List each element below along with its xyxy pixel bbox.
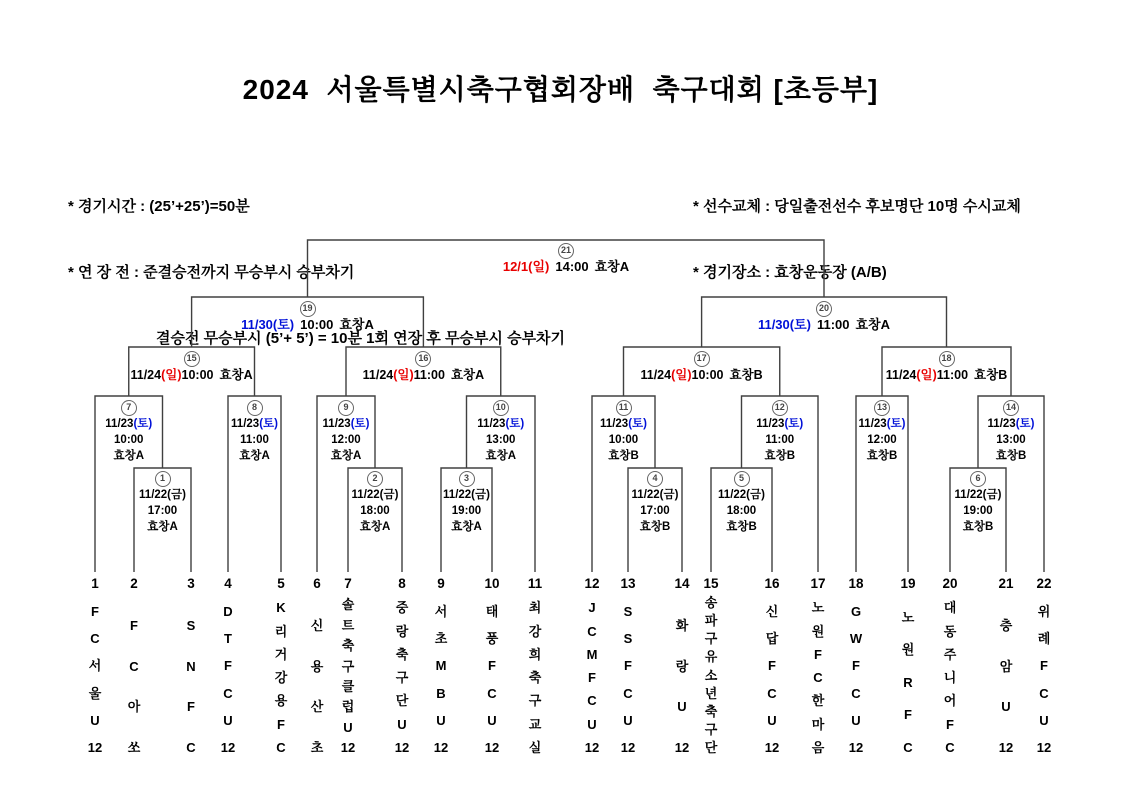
match-venue: 효창A: [147, 520, 178, 533]
team-name-char: 트: [341, 617, 355, 633]
team-number: 22: [1036, 576, 1052, 591]
match-number-badge: 6: [970, 471, 986, 487]
team-number: 14: [674, 576, 690, 591]
team-name-char: F: [224, 658, 232, 674]
match-4: [610, 470, 700, 535]
team-name-char: 파: [704, 613, 718, 629]
match-time: 18:00: [726, 504, 757, 517]
team-19: [889, 576, 927, 754]
team-4: [209, 576, 247, 754]
team-name-char: C: [587, 623, 597, 639]
match-18-quarterfinal: [867, 349, 1027, 383]
match-date: 11/22(금): [631, 488, 679, 501]
team-name-char: U: [487, 712, 497, 728]
team-number: 12: [584, 576, 600, 591]
match-day: (일): [393, 367, 414, 382]
match-number-badge: 3: [459, 471, 475, 487]
team-name-char: C: [623, 685, 633, 701]
team-number: 4: [224, 576, 232, 591]
team-name-char: C: [1039, 685, 1049, 701]
match-venue: 효창B: [995, 449, 1027, 462]
team-number: 17: [810, 576, 826, 591]
match-time: 11:00: [816, 316, 850, 332]
match-time: 13:00: [486, 433, 516, 446]
team-3: [172, 576, 210, 754]
match-venue: 효창A: [330, 449, 362, 462]
team-name-char: U: [90, 712, 100, 728]
match-day: (일): [916, 367, 937, 382]
match-venue: 효창B: [962, 520, 994, 533]
match-venue: 효창B: [764, 449, 796, 462]
match-number-badge: 20: [816, 301, 832, 317]
team-name-char: 초: [434, 631, 448, 647]
team-name-char: 강: [274, 670, 288, 686]
team-name-char: 음: [811, 739, 825, 755]
match-6: [933, 470, 1023, 535]
team-name-char: C: [813, 670, 823, 686]
team-number: 20: [942, 576, 958, 591]
team-name-char: 실: [528, 739, 542, 755]
team-name-char: 아: [127, 699, 141, 715]
team-15: [692, 576, 730, 754]
match-date: 11/23: [231, 417, 260, 430]
team-21: [987, 576, 1025, 754]
match-time: 10:00: [114, 433, 144, 446]
match-date: 11/23: [322, 417, 351, 430]
match-number-badge: 19: [300, 301, 316, 317]
team-number: 13: [620, 576, 636, 591]
match-17-quarterfinal: [622, 349, 782, 383]
team-number: 11: [527, 576, 543, 591]
team-number: 16: [764, 576, 780, 591]
team-name-char: U: [1001, 699, 1011, 715]
team-name-char: 구: [341, 658, 355, 674]
team-name-char: 리: [274, 623, 288, 639]
match-day: (토): [133, 417, 153, 430]
team-name-char: F: [488, 658, 496, 674]
team-number: 10: [484, 576, 500, 591]
team-number: 9: [437, 576, 445, 591]
match-day: (토): [259, 417, 278, 430]
match-venue: 효창B: [729, 367, 763, 382]
team-name-char: F: [624, 658, 632, 674]
team-name-char: C: [945, 739, 955, 755]
team-name-char: C: [903, 739, 913, 755]
team-name-char: C: [587, 693, 597, 709]
team-name-char: 구: [704, 631, 718, 647]
team-name-char: 울: [88, 685, 102, 701]
team-name-char: F: [91, 604, 99, 620]
match-day: (일): [671, 367, 692, 382]
match-date: 11/30(토): [241, 316, 295, 332]
match-venue: 효창A: [339, 316, 374, 332]
team-name-char: U: [623, 712, 633, 728]
team-name-char: 축: [704, 703, 718, 719]
team-name-char: 례: [1037, 631, 1051, 647]
team-name-char: 12: [433, 739, 449, 755]
team-name-char: 위: [1037, 604, 1051, 620]
match-time: 11:00: [765, 433, 795, 446]
team-name-char: C: [129, 658, 139, 674]
team-name-char: 유: [704, 649, 718, 665]
match-time: 12:00: [867, 433, 897, 446]
team-name-char: 솔: [341, 597, 355, 613]
match-date: 11/24: [362, 367, 394, 382]
match-venue: 효창B: [974, 367, 1008, 382]
match-time: 14:00: [555, 258, 589, 274]
match-21-final: [456, 241, 676, 275]
team-name-char: 용: [310, 658, 324, 674]
team-name-char: C: [851, 685, 861, 701]
note-venue: * 경기장소 : 효창운동장 (A/B): [693, 264, 887, 281]
team-number: 7: [344, 576, 352, 591]
match-venue: 효창A: [855, 316, 891, 332]
team-name-char: 용: [274, 693, 288, 709]
team-number: 21: [998, 576, 1014, 591]
team-name-char: 서: [88, 658, 102, 674]
match-day: (토): [886, 417, 906, 430]
note-final-extra-time: 결승전 무승부시 (5’+ 5’) = 10분 1회 연장 후 무승부시 승부차기: [156, 330, 566, 347]
team-1: [76, 576, 114, 754]
team-name-char: 12: [340, 740, 356, 755]
match-date: 11/23: [756, 417, 785, 430]
team-number: 15: [703, 576, 719, 591]
match-number-badge: 12: [772, 400, 788, 416]
match-date: 11/24: [640, 367, 672, 382]
match-1: [118, 470, 208, 535]
match-number-badge: 17: [694, 351, 710, 367]
team-name-char: 최: [528, 600, 542, 616]
team-name-char: 태: [485, 604, 499, 620]
match-19-semifinal: [198, 299, 418, 333]
note-substitution: * 선수교체 : 당일출전선수 후보명단 10명 수시교체: [693, 198, 1021, 215]
match-venue: 효창B: [639, 520, 671, 533]
team-name-char: 교: [528, 716, 542, 732]
team-name-char: C: [767, 685, 777, 701]
team-name-char: 초: [310, 740, 324, 755]
team-name-char: F: [588, 670, 596, 686]
match-number-badge: 16: [415, 351, 431, 367]
team-name-char: 축: [395, 646, 409, 662]
team-name-char: 소: [704, 667, 718, 683]
match-number-badge: 9: [338, 400, 354, 416]
match-7: [84, 399, 174, 464]
match-time: 18:00: [360, 504, 390, 517]
team-name-char: 쏘: [127, 740, 141, 755]
match-3: [422, 470, 512, 535]
team-name-char: 희: [528, 646, 542, 662]
match-venue: 효창A: [450, 367, 485, 382]
team-number: 2: [130, 576, 138, 591]
team-name-char: M: [586, 646, 598, 662]
team-13: [609, 576, 647, 754]
team-name-char: D: [223, 604, 233, 620]
team-name-char: S: [623, 604, 633, 620]
match-2: [330, 470, 420, 535]
match-12: [735, 399, 825, 464]
match-time: 17:00: [147, 504, 178, 517]
team-name-char: 년: [704, 685, 718, 701]
team-name-char: 12: [620, 739, 636, 755]
team-name-char: N: [186, 658, 196, 674]
team-10: [473, 576, 511, 754]
team-name-char: G: [850, 604, 862, 620]
team-name-char: T: [224, 631, 232, 647]
match-10: [456, 399, 546, 464]
team-name-char: M: [435, 658, 447, 674]
team-name-char: 단: [704, 739, 718, 755]
note-extra-time: * 연 장 전 : 준결승전까지 무승부시 승부차기: [68, 264, 355, 281]
team-name-char: R: [903, 674, 913, 690]
team-name-char: F: [1040, 658, 1048, 674]
team-name-char: 구: [704, 721, 718, 737]
team-number: 5: [277, 576, 285, 591]
team-name-char: U: [677, 699, 687, 715]
team-name-char: F: [277, 716, 285, 732]
team-16: [753, 576, 791, 754]
match-venue: 효창A: [113, 449, 145, 462]
match-number-badge: 18: [939, 351, 955, 367]
team-name-char: 암: [999, 658, 1013, 674]
match-20-semifinal: [714, 299, 934, 333]
team-name-char: 신: [765, 604, 779, 620]
team-name-char: S: [186, 617, 196, 633]
match-number-badge: 2: [367, 471, 383, 487]
match-date: 11/24: [130, 367, 162, 382]
team-name-char: 노: [811, 600, 825, 616]
match-number-badge: 4: [647, 471, 663, 487]
team-name-char: 랑: [395, 623, 409, 639]
team-name-char: U: [223, 712, 233, 728]
match-date: 11/23: [477, 417, 506, 430]
match-day: (토): [628, 417, 647, 430]
match-9: [301, 399, 391, 464]
match-16-quarterfinal: [343, 349, 503, 383]
team-name-char: F: [768, 658, 776, 674]
team-2: [115, 576, 153, 754]
team-name-char: F: [187, 699, 195, 715]
match-number-badge: 5: [734, 471, 750, 487]
team-name-char: 노: [901, 609, 915, 625]
match-14: [966, 399, 1056, 464]
match-day: (토): [505, 417, 525, 430]
team-name-char: 12: [220, 739, 236, 755]
match-date: 11/23: [858, 417, 887, 430]
match-number-badge: 7: [121, 400, 137, 416]
team-name-char: 답: [765, 631, 779, 647]
team-name-char: U: [1039, 712, 1049, 728]
match-number-badge: 8: [247, 400, 263, 416]
match-number-badge: 15: [184, 351, 200, 367]
team-name-char: 12: [584, 739, 600, 755]
match-time: 10:00: [181, 367, 214, 382]
team-name-char: 12: [394, 739, 410, 755]
team-name-char: 12: [1036, 739, 1052, 755]
team-name-char: 화: [675, 617, 689, 633]
match-number-badge: 11: [616, 400, 632, 416]
match-day: (토): [350, 417, 370, 430]
match-8: [210, 399, 300, 464]
match-time: 10:00: [608, 433, 639, 446]
team-name-char: J: [588, 600, 596, 616]
match-time: 11:00: [413, 367, 445, 382]
team-name-char: B: [436, 685, 446, 701]
team-number: 19: [900, 576, 916, 591]
team-name-char: 신: [310, 617, 324, 633]
team-18: [837, 576, 875, 754]
team-name-char: U: [851, 712, 861, 728]
match-time: 13:00: [996, 433, 1026, 446]
team-20: [931, 576, 969, 754]
team-name-char: U: [343, 719, 353, 735]
team-name-char: 랑: [675, 658, 689, 674]
match-time: 11:00: [936, 367, 969, 382]
team-name-char: 산: [310, 699, 324, 715]
match-venue: 효창A: [451, 520, 482, 533]
page-title: 2024 서울특별시축구협회장배 축구대회 [초등부]: [242, 74, 879, 105]
match-number-badge: 1: [155, 471, 171, 487]
team-name-char: 원: [901, 642, 915, 658]
team-number: 6: [313, 576, 321, 591]
team-name-char: 단: [395, 693, 409, 709]
match-number-badge: 13: [874, 400, 890, 416]
match-day: (토): [1015, 417, 1035, 430]
team-name-char: 축: [528, 670, 542, 686]
match-venue: 효창B: [608, 449, 639, 462]
match-date: 11/22(금): [954, 488, 1002, 501]
match-11: [579, 399, 669, 464]
match-venue: 효창A: [239, 449, 270, 462]
team-name-char: C: [487, 685, 497, 701]
team-name-char: 원: [811, 623, 825, 639]
match-time: 12:00: [331, 433, 361, 446]
team-name-char: 강: [528, 623, 542, 639]
match-date: 11/22(금): [718, 488, 765, 501]
match-number-badge: 14: [1003, 400, 1019, 416]
team-11: [516, 576, 554, 754]
team-name-char: 마: [811, 716, 825, 732]
note-match-time: * 경기시간 : (25’+25’)=50분: [68, 198, 250, 215]
match-15-quarterfinal: [112, 349, 272, 383]
team-name-char: 12: [998, 740, 1014, 755]
team-name-char: 주: [943, 646, 957, 662]
match-time: 10:00: [691, 367, 724, 382]
match-time: 19:00: [963, 504, 993, 517]
team-9: [422, 576, 460, 754]
match-13: [837, 399, 927, 464]
team-8: [383, 576, 421, 754]
team-name-char: 동: [943, 623, 957, 639]
match-5: [697, 470, 787, 535]
team-name-char: 중: [395, 600, 409, 616]
team-name-char: 대: [943, 600, 957, 616]
team-name-char: K: [276, 600, 286, 616]
match-time: 19:00: [451, 504, 482, 517]
match-number-badge: 10: [493, 400, 509, 416]
team-name-char: 12: [87, 739, 103, 755]
team-name-char: 풍: [485, 631, 499, 647]
team-name-char: U: [397, 716, 407, 732]
team-name-char: F: [814, 646, 822, 662]
match-time: 10:00: [300, 316, 334, 332]
team-name-char: C: [90, 631, 100, 647]
team-name-char: 한: [811, 693, 825, 709]
match-venue: 효창B: [726, 520, 757, 533]
team-name-char: C: [186, 740, 196, 755]
team-name-char: 송: [704, 595, 718, 611]
team-name-char: S: [623, 631, 633, 647]
team-name-char: 구: [395, 670, 409, 686]
team-5: [262, 576, 300, 754]
match-day: (토): [784, 417, 804, 430]
team-name-char: U: [436, 712, 446, 728]
match-venue: 효창A: [219, 367, 253, 382]
team-name-char: 거: [274, 646, 288, 662]
match-venue: 효창A: [359, 520, 391, 533]
match-venue: 효창A: [594, 258, 630, 274]
team-name-char: 구: [528, 693, 542, 709]
team-name-char: U: [587, 716, 597, 732]
team-name-char: 서: [434, 604, 448, 620]
match-date: 12/1(일): [502, 258, 550, 274]
team-name-char: F: [946, 716, 954, 732]
team-name-char: 클: [341, 678, 355, 694]
team-name-char: 12: [674, 740, 690, 755]
team-name-char: 12: [848, 739, 864, 755]
team-name-char: F: [852, 658, 860, 674]
match-day: (일): [161, 367, 182, 382]
team-12: [573, 576, 611, 754]
team-name-char: C: [223, 685, 233, 701]
match-date: 11/22(금): [443, 488, 490, 501]
match-venue: 효창A: [485, 449, 517, 462]
match-date: 11/22(금): [139, 488, 186, 501]
team-number: 3: [187, 576, 195, 591]
match-date: 11/24: [885, 367, 917, 382]
team-name-char: W: [849, 631, 863, 647]
team-number: 1: [91, 576, 99, 591]
team-name-char: F: [130, 617, 138, 633]
team-number: 8: [398, 576, 406, 591]
match-date: 11/30(토): [757, 316, 811, 332]
team-name-char: F: [904, 707, 912, 723]
team-name-char: 충: [999, 617, 1013, 633]
match-venue: 효창B: [866, 449, 898, 462]
team-name-char: 럽: [341, 699, 355, 715]
team-7: [329, 576, 367, 754]
team-22: [1025, 576, 1063, 754]
match-time: 11:00: [240, 433, 269, 446]
match-date: 11/23: [987, 417, 1016, 430]
team-name-char: 12: [764, 739, 780, 755]
match-date: 11/23: [600, 417, 629, 430]
team-name-char: 니: [943, 670, 957, 686]
team-17: [799, 576, 837, 754]
match-number-badge: 21: [558, 243, 574, 259]
match-date: 11/23: [105, 417, 134, 430]
team-number: 18: [848, 576, 864, 591]
team-name-char: 12: [484, 739, 500, 755]
match-date: 11/22(금): [351, 488, 399, 501]
team-name-char: 어: [943, 693, 957, 709]
team-name-char: C: [276, 739, 286, 755]
team-name-char: 축: [341, 638, 355, 654]
team-name-char: U: [767, 712, 777, 728]
match-time: 17:00: [640, 504, 670, 517]
